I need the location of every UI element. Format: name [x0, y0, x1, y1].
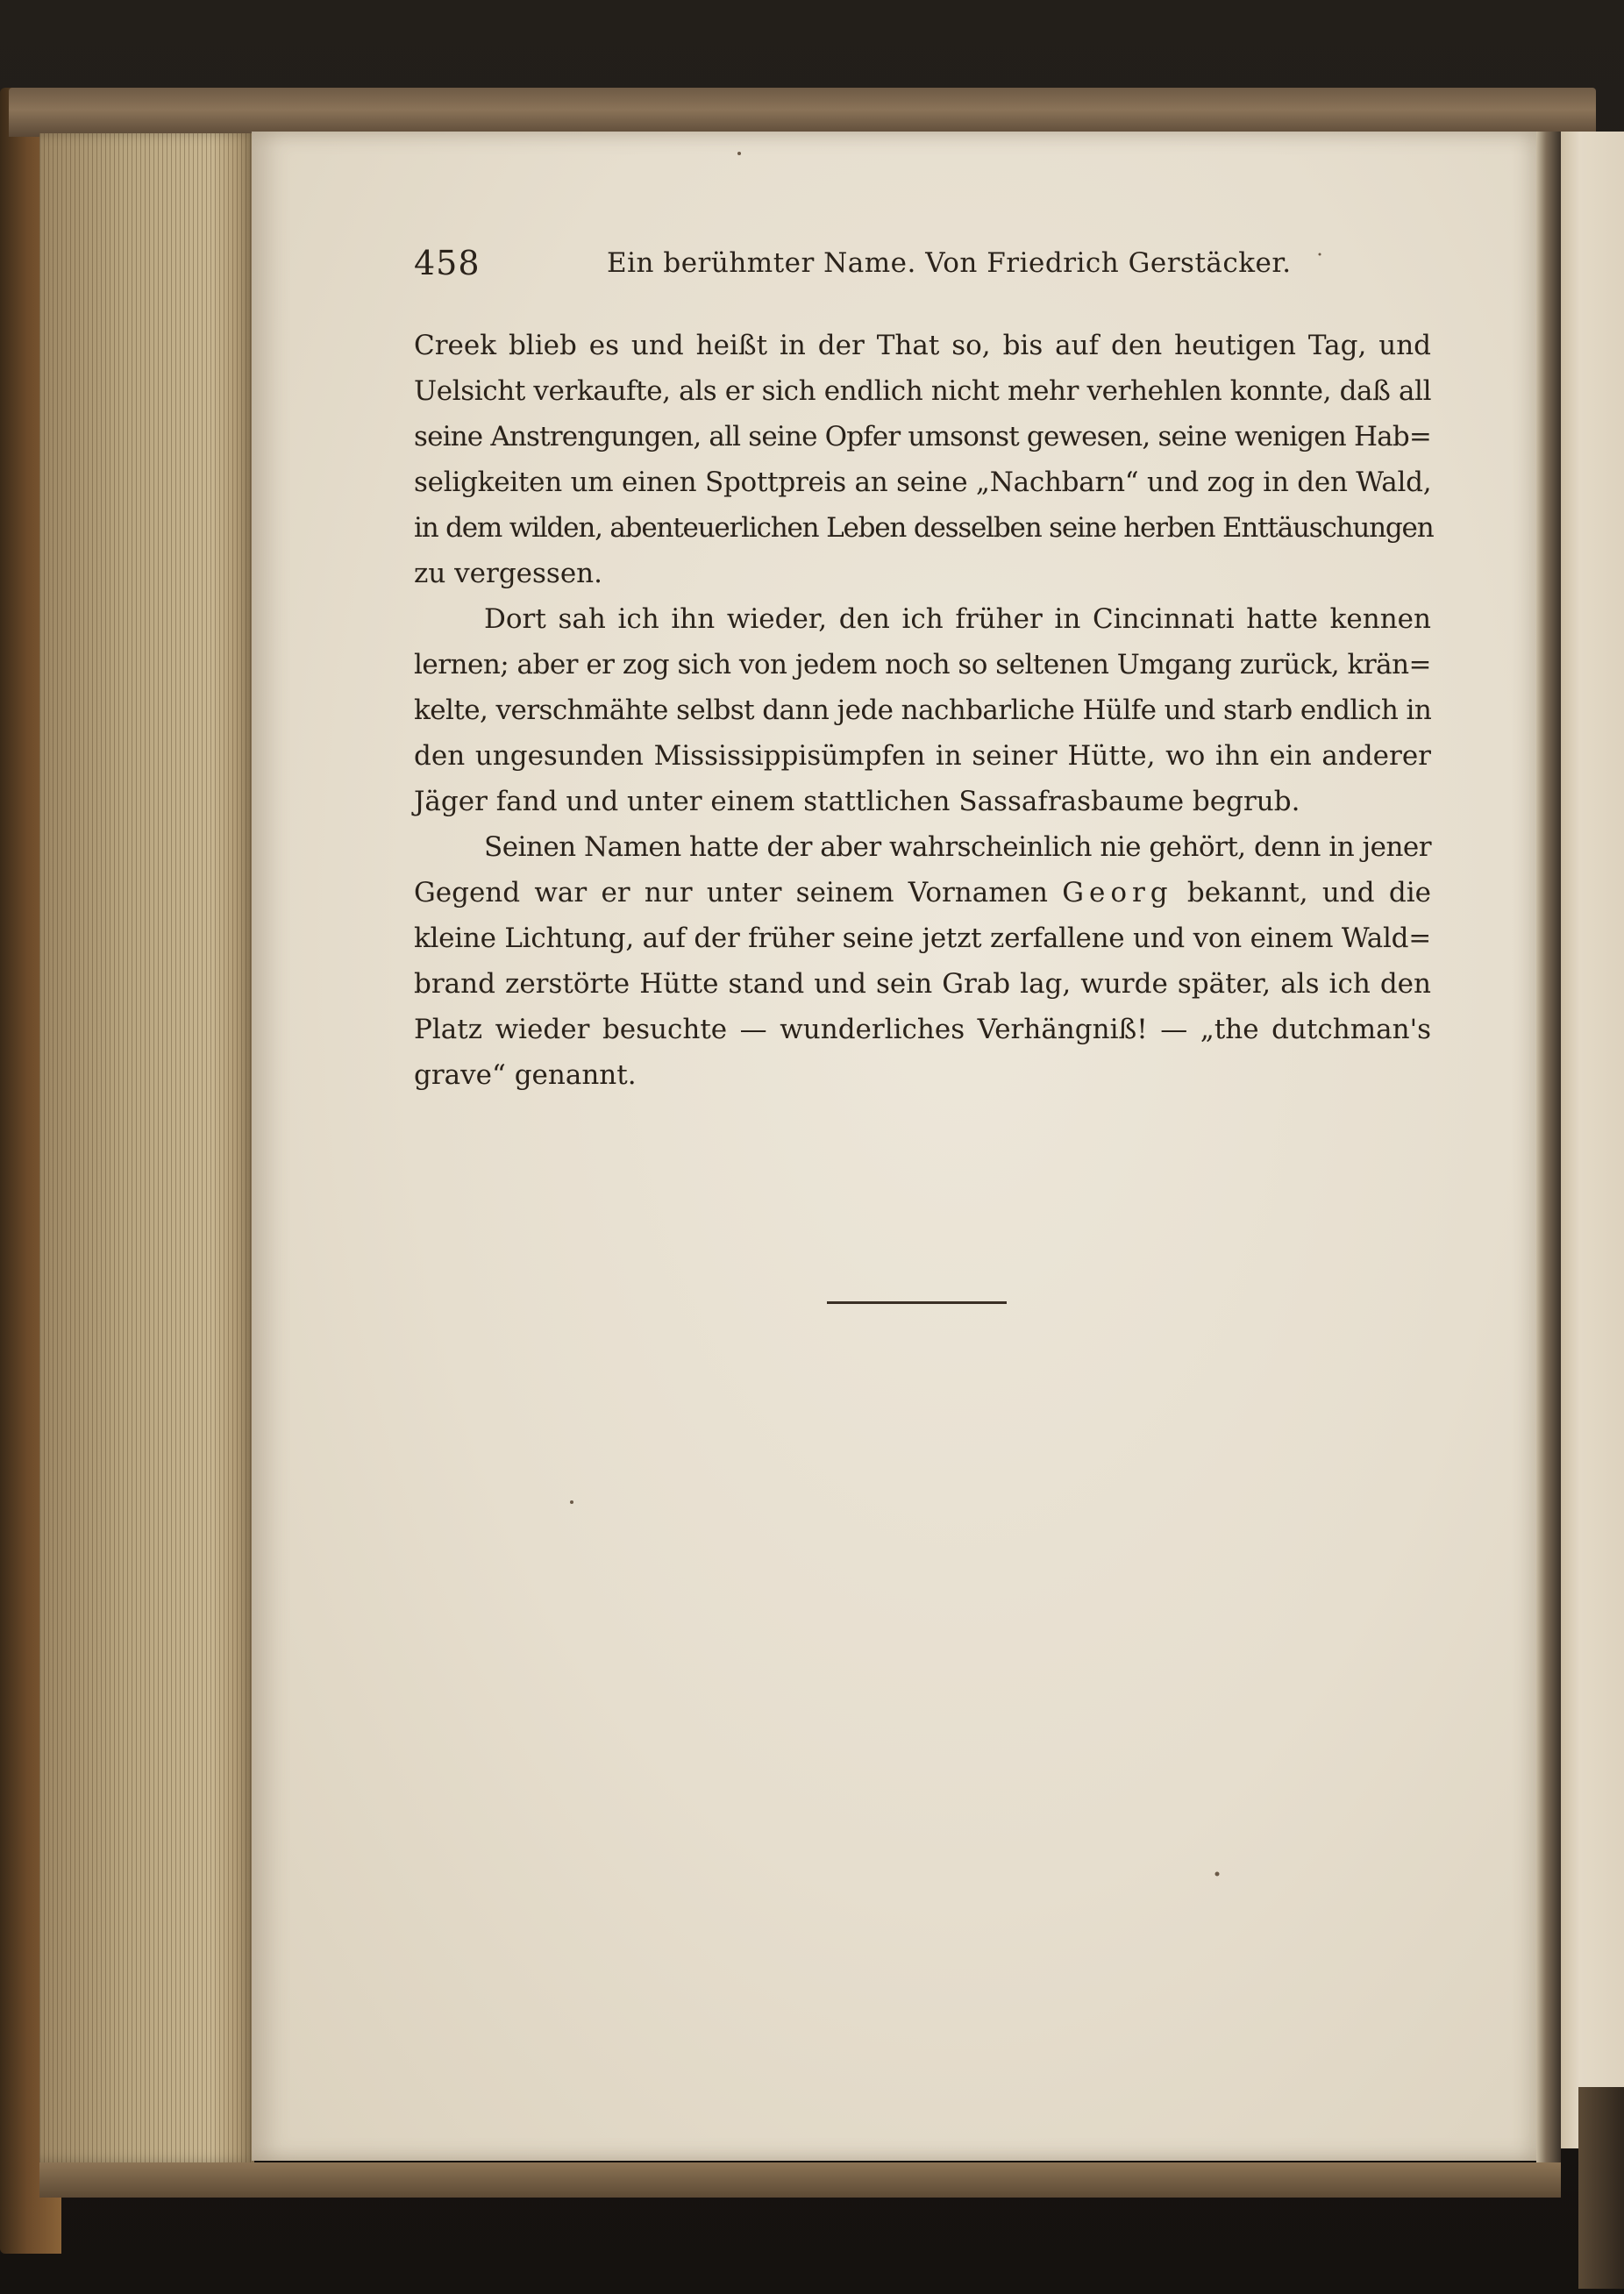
running-title: Ein berühmter Name. Von Friedrich Gerstäcker. [607, 247, 1292, 279]
text-line: Seinen Namen hatte der aber wahrscheinlich nie gehört, denn in jener [484, 831, 1431, 863]
page-header [414, 244, 1292, 288]
text-line: Uelsicht verkaufte, als er sich endlich nicht mehr verhehlen konnte, daß all [414, 375, 1432, 407]
page-stack-bottom [39, 2162, 1561, 2198]
text-line: kleine Lichtung, auf der früher seine jetzt zerfallene und von einem Wald= [414, 923, 1431, 954]
text-line: lernen; aber er zog sich von jedem noch so seltenen Umgang zurück, krän= [414, 649, 1431, 680]
book-top-edge [9, 88, 1596, 137]
text-line: in dem wilden, abenteuerlichen Leben desselben seine herben Enttäuschungen [414, 512, 1434, 544]
book-gutter [1536, 132, 1561, 2162]
text-line [414, 870, 1431, 915]
page-stack-edge [39, 133, 254, 2162]
text-line: grave“ genannt. [414, 1059, 637, 1091]
text-line: Jäger fand und unter einem stattlichen Sassafrasbaume begrub. [414, 786, 1300, 817]
text-line: Dort sah ich ihn wieder, den ich früher in Cincinnati hatte kennen [484, 603, 1431, 635]
text-line: den ungesunden Mississippisümpfen in seiner Hütte, wo ihn ein anderer [414, 740, 1431, 772]
page-number: 458 [414, 244, 481, 282]
book-cover-right [1578, 2087, 1624, 2289]
paragraph-2 [414, 596, 1431, 824]
body-text [414, 323, 1434, 1098]
text-segment: Gegend war er nur unter seinem Vornamen [414, 877, 1048, 908]
text-line: zu vergessen. [414, 558, 603, 589]
text-line: seine Anstrengungen, all seine Opfer umsonst gewesen, seine wenigen Hab= [414, 421, 1431, 452]
facing-page-edge [1561, 132, 1624, 2148]
paragraph-3 [414, 824, 1431, 1098]
text-line: seligkeiten um einen Spottpreis an seine „Nachbarn“ und zog in den Wald, [414, 467, 1432, 498]
paragraph-1 [414, 323, 1434, 596]
text-line: kelte, verschmähte selbst dann jede nachbarliche Hülfe und starb endlich in [414, 695, 1432, 726]
text-line: brand zerstörte Hütte stand und sein Grab lag, wurde später, als ich den [414, 968, 1431, 1000]
spaced-name: Georg [1062, 877, 1173, 908]
text-line: Platz wieder besuchte — wunderliches Verhängniß! — „the dutchman's [414, 1014, 1431, 1045]
text-segment: bekannt, und die [1186, 877, 1431, 908]
section-end-rule [827, 1301, 1007, 1304]
text-line: Creek blieb es und heißt in der That so, bis auf den heutigen Tag, und [414, 330, 1431, 361]
